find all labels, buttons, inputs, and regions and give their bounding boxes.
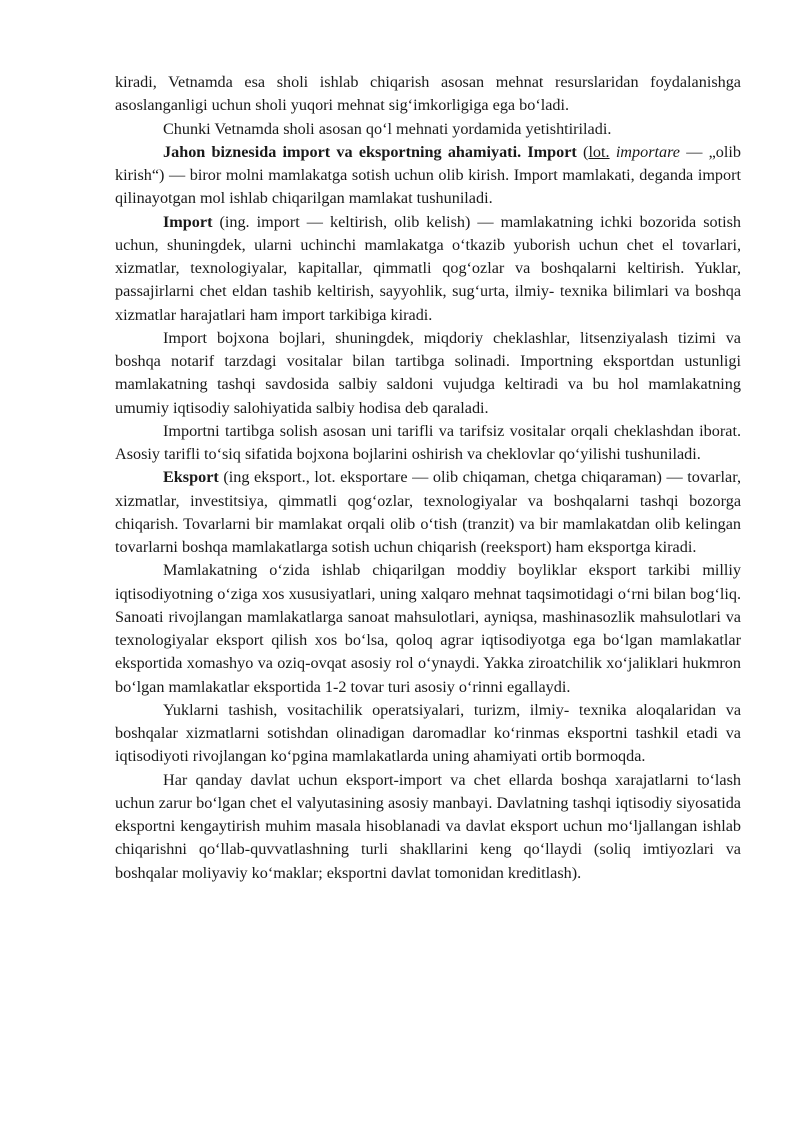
paragraph-4-text: (ing. import — keltirish, olib kelish) — mamlakatning ichki bozorida sotish uchun, shuningdek, ularni uchinchi mamlakatga o‘tkazib yuborish uchun chet el tovarlari, xizmatlar, texnologiyalar, kapitallar, qimmatli qog‘ozlar va boshqalarni keltirish. Yuklar, passajirlarni chet eldan tashib keltirish, sayyohlik, sug‘urta, ilmiy- texnika bilimlari va boshqa xizmatlar harajatlari ham import tarkibiga kiradi. — [115, 212, 741, 324]
term-eksport: Eksport — [163, 468, 219, 487]
paragraph-import-definition — [115, 211, 741, 327]
paragraph-10 — [115, 769, 741, 885]
paragraph-1 — [115, 71, 741, 118]
document-page — [115, 71, 741, 885]
paragraph-2 — [115, 118, 741, 141]
paragraph-5-text: Import bojxona bojlari, shuningdek, miqdoriy cheklashlar, litsenziyalash tizimi va boshqa notarif tarzdagi vositalar bilan tartibga solinadi. Importning eksportdan ustunligi mamlakatning tashqi savdosida salbiy saldoni vujudga keltiradi va bu hol mamlakatning umumiy iqtisodiy salohiyatida salbiy hodisa deb qaraladi. — [115, 328, 741, 417]
paragraph-5 — [115, 327, 741, 420]
latin-term: importare — [615, 142, 680, 161]
paragraph-1-text: kiradi, Vetnamda esa sholi ishlab chiqarish asosan mehnat resurslaridan foydalanishga asoslanganligi uchun sholi yuqori mehnat sig‘imkorligiga ega bo‘ladi. — [115, 73, 741, 115]
paragraph-9-text: Yuklarni tashish, vositachilik operatsiyalari, turizm, ilmiy- texnika aloqalaridan va boshqalar xizmatlarni sotishdan olinadigan daromadlar ko‘rinmas eksportni tashkil etadi va iqtisodiyoti rivojlangan ko‘pgina mamlakatlarda uning ahamiyati ortib bormoqda. — [115, 700, 741, 766]
lot-abbrev-link: lot. — [588, 142, 610, 161]
paragraph-2-text: Chunki Vetnamda sholi asosan qo‘l mehnati yordamida yetishtiriladi. — [163, 119, 612, 138]
paragraph-10-text: Har qanday davlat uchun eksport-import va chet ellarda boshqa xarajatlarni to‘lash uchun zarur bo‘lgan chet el valyutasining asosiy manbayi. Davlatning tashqi iqtisodiy siyosatida eksportni kengaytirish muhim masala hisoblanadi va davlat eksport uchun mo‘ljallangan ishlab chiqarishni qo‘llab-quvvatlashning turli shakllarini keng qo‘llaydi (soliq imtiyozlari va boshqalar moliyaviy ko‘maklar; eksportni davlat tomonidan kreditlash). — [115, 770, 741, 882]
paragraph-9 — [115, 699, 741, 769]
paragraph-6-text: Importni tartibga solish asosan uni tarifli va tarifsiz vositalar orqali cheklashdan iborat. Asosiy tarifli to‘siq sifatida bojxona bojlarini oshirish va cheklovlar qo‘yilishi tushuniladi. — [115, 421, 741, 463]
paragraph-6 — [115, 420, 741, 467]
paragraph-8-text: Mamlakatning o‘zida ishlab chiqarilgan moddiy boyliklar eksport tarkibi milliy iqtisodiyotning o‘ziga xos xususiyatlari, uning xalqaro mehnat taqsimotidagi o‘rni bilan bog‘liq. Sanoati rivojlangan mamlakatlarga sanoat mahsulotlari, ayniqsa, mashinasozlik mahsulotlari va texnologiyalar eksport qilish xos bo‘lsa, qoloq agrar iqtisodiyotga ega bo‘lgan mamlakatlar eksportida xomashyo va oziq-ovqat asosiy rol o‘ynaydi. Yakka ziroatchilik xo‘jaliklari hukmron bo‘lgan mamlakatlar eksportida 1-2 tovar turi asosiy o‘rinni egallaydi. — [115, 561, 741, 696]
paragraph-3-text: — „olib kirish“) — biror molni mamlakatga sotish uchun olib kirish. Import mamlakati, deganda import qilinayotgan mol ishlab chiqarilgan mamlakat tushuniladi. — [115, 142, 741, 208]
section-heading: Jahon biznesida import va eksportning ahamiyati. Import — [163, 142, 577, 161]
paragraph-8 — [115, 559, 741, 699]
term-import: Import — [163, 212, 213, 231]
paragraph-export-definition — [115, 466, 741, 559]
text-run: ( — [576, 142, 589, 161]
paragraph-7-text: (ing eksport., lot. eksportare — olib chiqaman, chetga chiqaraman) — tovarlar, xizmatlar, investitsiya, qimmatli qog‘ozlar, texnologiyalar va boshqalarni tashqi bozorga chiqarish. Tovarlarni bir mamlakat orqali olib o‘tish (tranzit) va bir mamlakatdan olib kelingan tovarlarni boshqa mamlakatlarga sotish uchun chiqarish (reeksport) ham eksportga kiradi. — [115, 468, 741, 556]
paragraph-import-heading — [115, 141, 741, 211]
